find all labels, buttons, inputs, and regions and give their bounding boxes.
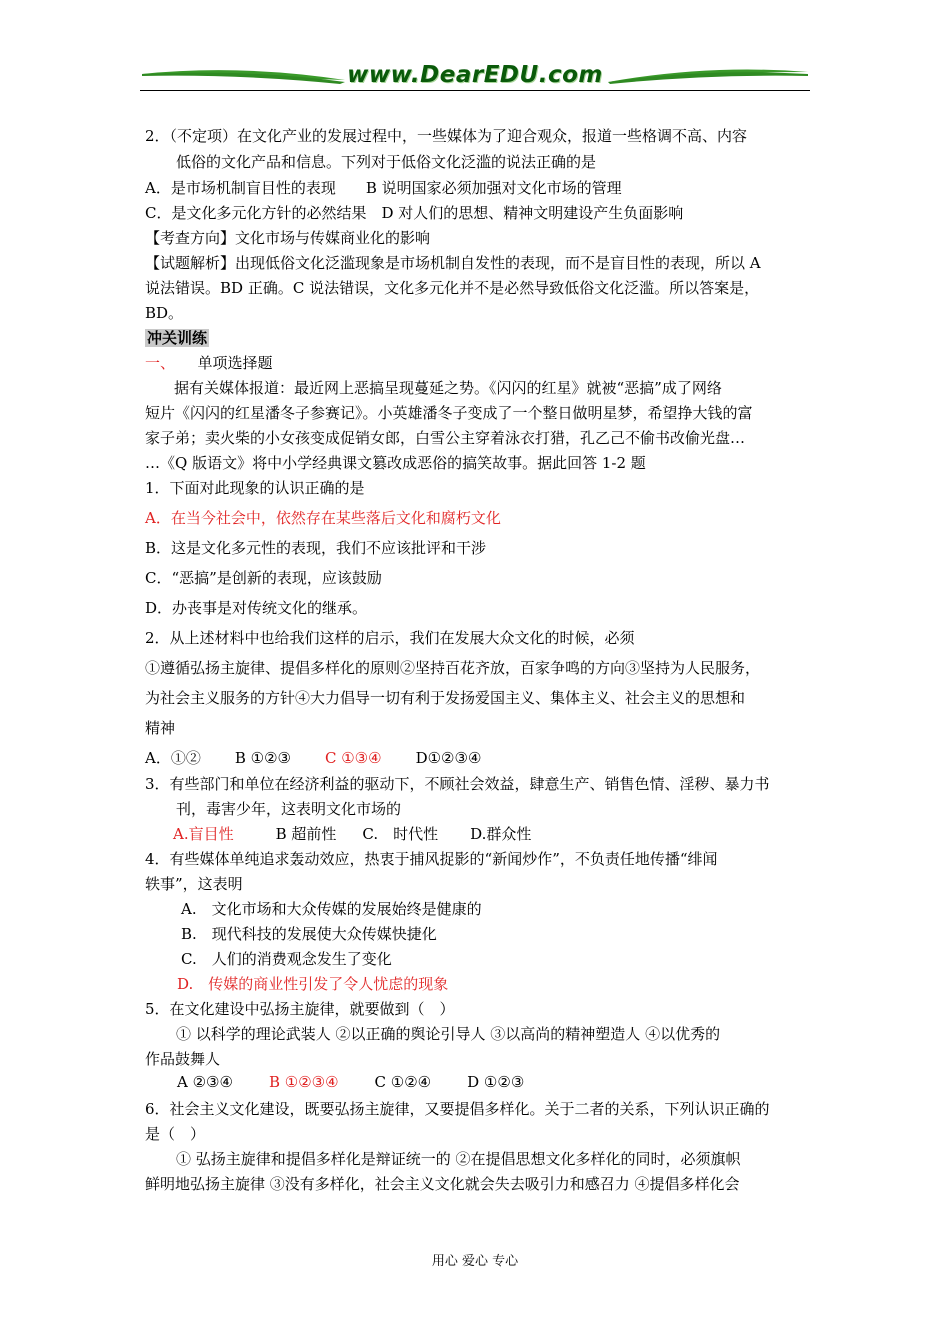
section-heading: 冲关训练 xyxy=(147,329,208,347)
text-line: 5．在文化建设中弘扬主旋律，就要做到（ ） xyxy=(145,1000,455,1018)
text-line: ①遵循弘扬主旋律、提倡多样化的原则②坚持百花齐放，百家争鸣的方向③坚持为人民服务， xyxy=(145,659,761,677)
text-line: 家子弟；卖火柴的小女孩变成促销女郎，白雪公主穿着泳衣打猎，孔乙己不偷书改偷光盘… xyxy=(145,429,746,447)
answer-option: C ①②④ xyxy=(374,1073,432,1091)
text-line: A．是市场机制盲目性的表现 B 说明国家必须加强对文化市场的管理 xyxy=(145,179,622,197)
text-line: 刊，毒害少年，这表明文化市场的 xyxy=(176,800,402,818)
text-line: BD。 xyxy=(145,304,184,322)
text-line: 【考查方向】文化市场与传媒商业化的影响 xyxy=(145,229,431,247)
text-line: A．在当今社会中，依然存在某些落后文化和腐朽文化 xyxy=(145,509,501,527)
answer-option: B ①②③④ xyxy=(268,1073,339,1091)
answer-option: A.盲目性 xyxy=(173,825,234,843)
page-header xyxy=(140,60,810,94)
answer-option: B 超前性 xyxy=(275,825,337,843)
answer-option: C ①③④ xyxy=(324,749,382,767)
text-line: 4．有些媒体单纯追求轰动效应，热衷于捕风捉影的“新闻炒作”，不负责任地传播“绯闻 xyxy=(145,850,718,868)
text-line: 2．（不定项）在文化产业的发展过程中，一些媒体为了迎合观众，报道一些格调不高、内容 xyxy=(145,127,748,145)
text-line: ① 弘扬主旋律和提倡多样化是辩证统一的 ②在提倡思想文化多样化的同时，必须旗帜 xyxy=(176,1150,741,1168)
answer-option: D①②③④ xyxy=(415,749,482,767)
text-line: 轶事”，这表明 xyxy=(145,875,243,893)
text-line: C．“恶搞”是创新的表现，应该鼓励 xyxy=(145,569,382,587)
text-line: B. 现代科技的发展使大众传媒快捷化 xyxy=(181,925,437,943)
answer-options-row xyxy=(177,1073,524,1091)
text-line: B．这是文化多元性的表现，我们不应该批评和干涉 xyxy=(145,539,487,557)
text-line xyxy=(145,327,209,348)
answer-option: D ①②③ xyxy=(467,1073,525,1091)
answer-option: C. 时代性 xyxy=(362,825,439,843)
header-rule xyxy=(140,90,810,91)
page-footer: 用心 爱心 专心 xyxy=(431,1254,519,1269)
text-line: 低俗的文化产品和信息。下列对于低俗文化泛滥的说法正确的是 xyxy=(176,153,597,171)
text-line: 3．有些部门和单位在经济利益的驱动下，不顾社会效益，肆意生产、销售色情、淫秽、暴力书 xyxy=(145,775,770,793)
answer-options-row xyxy=(173,823,531,844)
text-line: 1．下面对此现象的认识正确的是 xyxy=(145,479,365,497)
text-line: 鲜明地弘扬主旋律 ③没有多样化，社会主义文化就会失去吸引力和感召力 ④提倡多样化会 xyxy=(145,1175,740,1193)
text-line: 作品鼓舞人 xyxy=(145,1050,221,1068)
answer-option: D.群众性 xyxy=(470,825,532,843)
text-line: D．办丧事是对传统文化的继承。 xyxy=(145,599,368,617)
text-line: C．是文化多元化方针的必然结果 D 对人们的思想、精神文明建设产生负面影响 xyxy=(145,204,684,222)
text-line: 说法错误。BD 正确。C 说法错误，文化多元化并不是必然导致低俗文化泛滥。所以答案是， xyxy=(145,279,760,297)
answer-options-row xyxy=(145,747,481,768)
text-line: 是（ ） xyxy=(145,1125,206,1143)
answer-option: B ①②③ xyxy=(234,749,291,767)
answer-option: A．①② xyxy=(145,749,201,767)
text-line: 为社会主义服务的方针④大力倡导一切有利于发扬爱国主义、集体主义、社会主义的思想和 xyxy=(145,689,746,707)
text-line: ① 以科学的理论武装人 ②以正确的舆论引导人 ③以高尚的精神塑造人 ④以优秀的 xyxy=(176,1025,721,1043)
answer-option: A ②③④ xyxy=(177,1073,233,1091)
text-line: 据有关媒体报道：最近网上恶搞呈现蔓延之势。《闪闪的红星》就被“恶搞”成了网络 xyxy=(174,379,722,397)
text-line: D. 传媒的商业性引发了令人忧虑的现象 xyxy=(177,975,449,993)
subsection-heading: 一、 单项选择题 xyxy=(145,354,273,372)
text-line: 【试题解析】出现低俗文化泛滥现象是市场机制自发性的表现，而不是盲目性的表现，所以 A xyxy=(145,254,761,272)
text-line: A. 文化市场和大众传媒的发展始终是健康的 xyxy=(181,900,482,918)
text-line: 短片《闪闪的红星潘冬子参赛记》。小英雄潘冬子变成了一个整日做明星梦，希望挣大钱的富 xyxy=(145,404,753,422)
text-line: 6．社会主义文化建设，既要弘扬主旋律，又要提倡多样化。关于二者的关系，下列认识正确的 xyxy=(145,1100,770,1118)
text-line: 2．从上述材料中也给我们这样的启示，我们在发展大众文化的时候，必须 xyxy=(145,629,635,647)
site-logo-text[interactable]: www.DearEDU.com xyxy=(347,62,603,88)
text-line: 精神 xyxy=(145,719,176,737)
text-line: C. 人们的消费观念发生了变化 xyxy=(181,950,392,968)
text-line: …《Q 版语文》将中小学经典课文篡改成恶俗的搞笑故事。据此回答 1-2 题 xyxy=(145,454,646,472)
